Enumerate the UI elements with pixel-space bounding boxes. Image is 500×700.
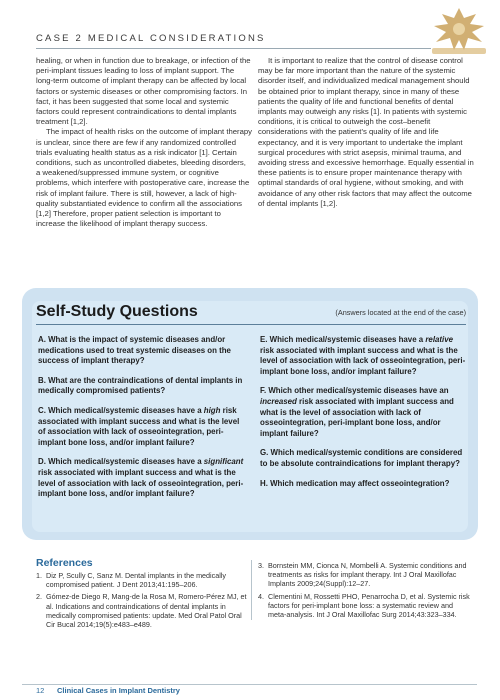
references-title: References — [36, 557, 93, 569]
self-study-note: (Answers located at the end of the case) — [335, 308, 466, 317]
question-e-text-end: risk associated with implant success and what is the level of association with lack of osseointegration, peri-implant bone loss, and/or implant failure? — [260, 345, 466, 376]
question-c-text: C. Which medical/systemic diseases have a — [38, 405, 204, 415]
body-paragraph: healing, or when in function due to breakage, or infection of the peri-implant tissues leading to loss of implant support. The long-term outcome of implant therapy can be affected by local factors or systemic diseases or other compromising factors. In fact, it has been suggested that some local and systemic factors could represent contraindications to dental implants treatment [1,2]. — [36, 56, 251, 127]
references-column-left — [36, 571, 248, 632]
ornament-logo-icon — [424, 4, 494, 58]
questions-column-right — [260, 335, 468, 498]
reference-item — [258, 561, 470, 589]
reference-item — [36, 571, 248, 589]
question-e — [260, 335, 468, 377]
question-e-emphasis: relative — [425, 335, 453, 344]
question-f-text: F. Which other medical/systemic diseases have an — [260, 386, 449, 396]
body-paragraph: The impact of health risks on the outcome of implant therapy is unclear, since there are few if any randomized controlled trials evaluating health status as a risk indicator [1]. Certain conditions, such as uncontrolled diabetes, bleeding disorders, a weakened/suppressed immune system, or cognitive problems, which interfere with postoperative care, increase the risk of implant failure. There is still, however, a lack of high-quality substantiated evidence to confirm all the associations [1,2] Therefore, proper patient selection is important to increase the likelihood of implant therapy success. — [36, 127, 252, 229]
reference-number: 1. — [36, 571, 42, 580]
self-study-divider — [36, 324, 466, 325]
question-g: G. Which medical/systemic conditions are considered to be absolute contraindications for implant therapy? — [260, 448, 463, 468]
question-c-emphasis: high — [203, 405, 221, 415]
question-e-text: E. Which medical/systemic diseases have a — [260, 335, 426, 344]
reference-item — [36, 592, 248, 629]
question-c — [38, 406, 246, 448]
question-f-emphasis: increased — [260, 396, 297, 406]
reference-text: Gómez-de Diego R, Mang-de la Rosa M, Romero-Pérez MJ, et al. Indications and contraindications of dental implants in medically compromised patients: update. Med Oral Patol Oral Cir Bucal 2014;19(5):e483–e489. — [46, 592, 247, 630]
question-b: B. What are the contraindications of dental implants in medically compromised patients? — [38, 375, 243, 396]
question-h: H. Which medication may affect osseointegration? — [260, 478, 450, 488]
references-column-right — [258, 561, 470, 622]
body-column-right — [258, 56, 474, 209]
body-column-left — [36, 56, 252, 229]
running-head: CASE 2 MEDICAL CONSIDERATIONS — [36, 33, 266, 44]
question-a: A. What is the impact of systemic diseases and/or medications used to treat systemic diseases on the success of implant therapy? — [38, 335, 231, 366]
reference-text: Clementini M, Rossetti PHO, Penarrocha D, et al. Systemic risk factors for peri-implant bone loss: a systematic review and meta-analysis. Int J Oral Maxillofac Surg 2014;43:323–334. — [268, 591, 470, 620]
question-d-emphasis: significant — [203, 457, 244, 467]
question-d — [38, 457, 246, 499]
reference-text: Bornstein MM, Cionca N, Mombelli A. Systemic conditions and treatments as risks for implant therapy. Int J Oral Maxillofac Implants 2009;24(Suppl):12–27. — [268, 561, 467, 589]
question-f — [260, 386, 468, 439]
header-divider — [36, 48, 431, 49]
page-number: 12 — [36, 686, 45, 695]
question-f-text-end: risk associated with implant success and what is the level of association with lack of osseointegration, peri-implant bone loss, and/or implant failure? — [260, 396, 454, 438]
reference-number: 2. — [36, 592, 42, 602]
body-paragraph: It is important to realize that the control of disease control may be far more important than the nature of the systemic disorder itself, and individualized medical management should be obtained prior to implant therapy, since in many of these patients the quality of life and functional benefits of dental implants may outweigh any risks [1]. In patients with systemic conditions, it is critical to outweigh the cost–benefit considerations with the patient’s quality of life and life expectancy, and it is very important to undertake the implant surgical procedures with strict asepsis, minimal trauma, and avoiding stress and excessive hemorrhage. Equally essential in these patients is to ensure proper maintenance therapy with optimal standards of oral hygiene, without smoking, and with avoidance of any other risk factors that may affect the outcome of dental implants [1,2]. — [258, 56, 474, 208]
question-c-text-end: risk associated with implant success and what is the level of association with lack of osseointegration, peri-implant bone loss, and/or implant failure? — [38, 405, 240, 447]
question-d-text-end: risk associated with implant success and what is the level of association with lack of osseointegration, peri-implant bone loss, and/or implant failure? — [38, 467, 244, 499]
reference-number: 4. — [258, 591, 264, 601]
book-title: Clinical Cases in Implant Dentistry — [57, 686, 180, 695]
reference-text: Diz P, Scully C, Sanz M. Dental implants in the medically compromised patient. J Dent 2013;41:195–206. — [46, 571, 227, 590]
self-study-title: Self-Study Questions — [36, 303, 198, 320]
footer-divider — [22, 684, 477, 685]
reference-number: 3. — [258, 561, 264, 570]
question-d-text: D. Which medical/systemic diseases have a — [38, 457, 204, 467]
reference-item — [258, 592, 470, 620]
questions-column-left — [38, 335, 246, 509]
references-divider — [251, 560, 252, 620]
